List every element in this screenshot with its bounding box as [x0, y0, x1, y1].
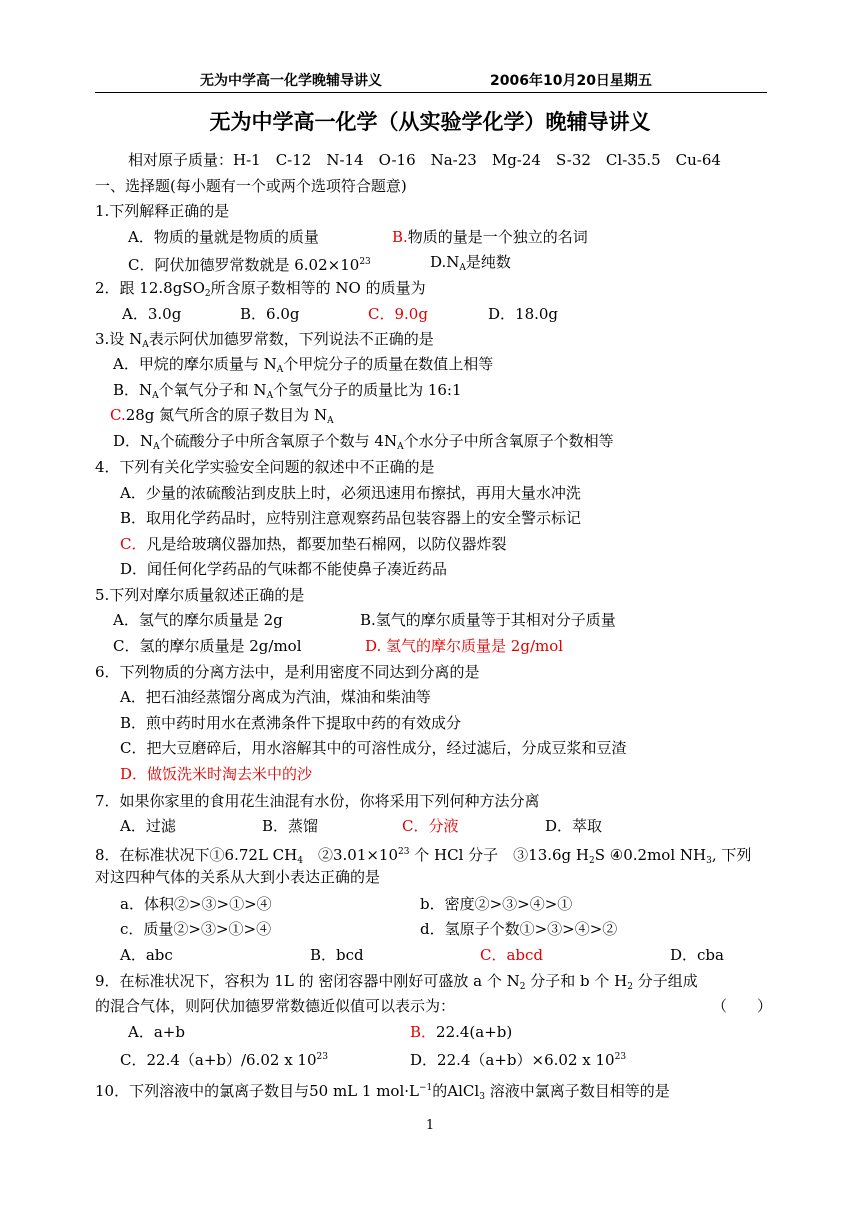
q8-l1-c: ②3.01×10 — [302, 846, 399, 864]
header-left: 无为中学高一化学晚辅导讲义 — [200, 73, 382, 89]
q6-stem: 6．下列物质的分离方法中，是利用密度不同达到分离的是 — [95, 663, 480, 681]
q1-d-sub: A — [459, 263, 466, 273]
q3-option-b — [113, 380, 462, 406]
q2-stem-pre: 2．跟 12.8gSO — [95, 279, 205, 297]
q7-option-c: C．分液 — [402, 817, 459, 835]
section-heading: 一、选择题(每小题有一个或两个选项符合题意) — [95, 177, 407, 195]
q2-option-d: D．18.0g — [488, 305, 559, 323]
q4-c-text: 凡是给玻璃仪器加热，都要加垫石棉网，以防仪器炸裂 — [146, 535, 507, 553]
q1-stem: 1.下列解释正确的是 — [95, 202, 230, 220]
q3-stem — [95, 329, 434, 355]
q1-d-text: D.N — [430, 253, 460, 271]
q3-option-c — [110, 405, 334, 431]
q5-option-a: A．氢气的摩尔质量是 2g — [113, 611, 283, 629]
q3-option-a — [113, 354, 493, 380]
q8-stem-line2: 对这四种气体的关系从大到小表达正确的是 — [95, 868, 381, 886]
q3-b-sub1: A — [152, 391, 159, 401]
q8-l1-h: 3 — [706, 856, 712, 866]
q3-stem-pre: 3.设 N — [95, 330, 143, 348]
q8-l1-g: S ④0.2mol NH — [594, 846, 707, 864]
q2-option-a: A．3.0g — [122, 305, 182, 323]
q5-stem: 5.下列对摩尔质量叙述正确的是 — [95, 586, 305, 604]
q10-sub: 3 — [479, 1092, 485, 1102]
atomic-masses: 相对原子质量：H-1 C-12 N-14 O-16 Na-23 Mg-24 S-32 Cl-35.5 Cu-64 — [128, 151, 721, 169]
q5-option-b: B.氢气的摩尔质量等于其相对分子质量 — [360, 611, 616, 629]
q10-c: 溶液中氯离子数目相等的是 — [484, 1082, 670, 1100]
q6-option-a: A．把石油经蒸馏分离成为汽油，煤油和柴油等 — [120, 688, 431, 706]
answer-mark: C． — [120, 535, 147, 553]
answer-blank: （ ） — [712, 997, 773, 1015]
q9-l1-a: 9．在标准状况下，容积为 1L 的 密闭容器中刚好可盛放 a 个 N — [95, 972, 520, 990]
q9-c-sup: 23 — [316, 1052, 328, 1062]
q4-option-c — [120, 534, 507, 554]
q1-option-b — [392, 227, 588, 247]
q9-l1-c: 分子和 b 个 H — [525, 972, 628, 990]
q9-stem-line2: 的混合气体，则阿伏加德罗常数德近似值可以表示为： — [95, 997, 456, 1015]
q8-option-d: D．cba — [670, 946, 724, 964]
q8-statement-c: c．质量②>③>①>④ — [120, 920, 272, 938]
q3-d-sub2: A — [397, 442, 404, 452]
q3-sub: A — [142, 340, 149, 350]
q3-b-sub2: A — [266, 391, 274, 401]
q1-option-b-text: 物质的量是一个独立的名词 — [407, 228, 588, 246]
q3-stem-post: 表示阿伏加德罗常数，下列说法不正确的是 — [148, 330, 434, 348]
q9-option-d — [410, 1047, 626, 1070]
q8-l1-e: 个 HCl 分子 ③13.6g H — [409, 846, 589, 864]
q7-option-a: A．过滤 — [120, 817, 176, 835]
q5-option-c: C．氢的摩尔质量是 2g/mol — [113, 637, 302, 655]
q4-option-d: D．闻任何化学药品的气味都不能使鼻子凑近药品 — [120, 560, 448, 578]
q3-a-post: 个甲烷分子的质量在数值上相等 — [283, 355, 494, 373]
q2-stem-sub: 2 — [204, 289, 211, 299]
q3-c-sub: A — [327, 416, 334, 426]
q3-a-pre: A．甲烷的摩尔质量与 N — [113, 355, 277, 373]
q1-option-c — [128, 252, 371, 275]
q2-stem-post: 所含原子数相等的 NO 的质量为 — [210, 279, 426, 297]
q10-stem — [95, 1078, 670, 1107]
q9-option-a: A．a+b — [128, 1023, 185, 1041]
q3-d-sub1: A — [153, 442, 160, 452]
q6-option-b: B．煎中药时用水在煮沸条件下提取中药的有效成分 — [120, 714, 462, 732]
q4-option-b: B．取用化学药品时，应特别注意观察药品包装容器上的安全警示标记 — [120, 509, 582, 527]
q7-stem: 7．如果你家里的食用花生油混有水份，你将采用下列何种方法分离 — [95, 792, 540, 810]
q2-option-c: C．9.0g — [368, 305, 428, 323]
answer-mark: B． — [410, 1023, 437, 1041]
q9-option-c — [120, 1047, 328, 1070]
q3-d-mid: 个硫酸分子中所含氧原子个数与 4N — [159, 432, 398, 450]
q9-l1-e: 分子组成 — [632, 972, 698, 990]
q8-l1-a: 8．在标准状况下①6.72L CH — [95, 846, 298, 864]
q1-option-d — [430, 252, 511, 278]
q1-c-sup: 23 — [359, 257, 371, 267]
q10-a: 10．下列溶液中的氯离子数目与50 mL 1 mol·L — [95, 1082, 419, 1100]
q1-option-a: A．物质的量就是物质的质量 — [128, 228, 319, 246]
q6-option-d — [120, 764, 312, 784]
page-header — [95, 68, 767, 93]
document-title: 无为中学高一化学（从实验学化学）晚辅导讲义 — [209, 110, 651, 134]
q6-d-text: D．做饭洗米时淘去米中的沙 — [120, 765, 313, 783]
q8-option-a: A．abc — [120, 946, 173, 964]
q3-a-sub: A — [276, 365, 284, 375]
answer-mark: B. — [392, 228, 408, 246]
q4-option-a: A．少量的浓硫酸沾到皮肤上时，必须迅速用布擦拭，再用大量水冲洗 — [120, 484, 581, 502]
q8-l1-d: 23 — [398, 847, 410, 857]
q8-option-b: B．bcd — [310, 946, 364, 964]
q2-stem — [95, 278, 426, 304]
q9-c-pre: C．22.4（a+b）/6.02 x 10 — [120, 1051, 317, 1069]
q9-l1-d: 2 — [627, 982, 633, 992]
q5-option-d: D. 氢气的摩尔质量是 2g/mol — [365, 637, 564, 655]
q9-option-b — [410, 1022, 512, 1042]
answer-mark: C. — [110, 406, 126, 424]
q9-stem-line1 — [95, 971, 698, 997]
q1-c-text: C．阿伏加德罗常数就是 6.02×10 — [128, 256, 360, 274]
q8-statement-a: a．体积②>③>①>④ — [120, 895, 272, 913]
q3-b-pre: B．N — [113, 381, 153, 399]
q9-b-text: 22.4(a+b) — [436, 1023, 513, 1041]
page-number: 1 — [425, 1118, 435, 1133]
q8-l1-f: 2 — [589, 856, 595, 866]
q7-option-d: D．萃取 — [545, 817, 603, 835]
q2-option-b: B．6.0g — [240, 305, 300, 323]
q3-b-mid: 个氧气分子和 N — [158, 381, 267, 399]
q3-d-pre: D．N — [113, 432, 154, 450]
q3-c-pre: 28g 氮气所含的原子数目为 N — [125, 406, 328, 424]
q9-d-pre: D．22.4（a+b）×6.02 x 10 — [410, 1051, 615, 1069]
q7-option-b: B．蒸馏 — [262, 817, 319, 835]
q1-d-post: 是纯数 — [465, 253, 511, 271]
q4-stem: 4．下列有关化学实验安全问题的叙述中不正确的是 — [95, 458, 435, 476]
header-date: 2006年10月20日星期五 — [490, 73, 652, 89]
q8-l1-b: 4 — [297, 856, 303, 866]
q8-statement-b: b．密度②>③>④>① — [420, 895, 573, 913]
q3-d-post: 个水分子中所含氧原子个数相等 — [403, 432, 614, 450]
q3-b-post: 个氢气分子的质量比为 16:1 — [273, 381, 462, 399]
q8-l1-i: , 下列 — [711, 846, 752, 864]
q6-option-c: C．把大豆磨碎后，用水溶解其中的可溶性成分，经过滤后，分成豆浆和豆渣 — [120, 739, 627, 757]
q10-b: 的AlCl — [432, 1082, 480, 1100]
q8-statement-d: d．氢原子个数①>③>④>② — [420, 920, 618, 938]
q3-option-d — [113, 431, 614, 457]
q8-option-c: C．abcd — [480, 946, 544, 964]
q9-l1-b: 2 — [519, 982, 526, 992]
q9-d-sup: 23 — [614, 1052, 627, 1062]
q10-sup: −1 — [419, 1083, 433, 1093]
